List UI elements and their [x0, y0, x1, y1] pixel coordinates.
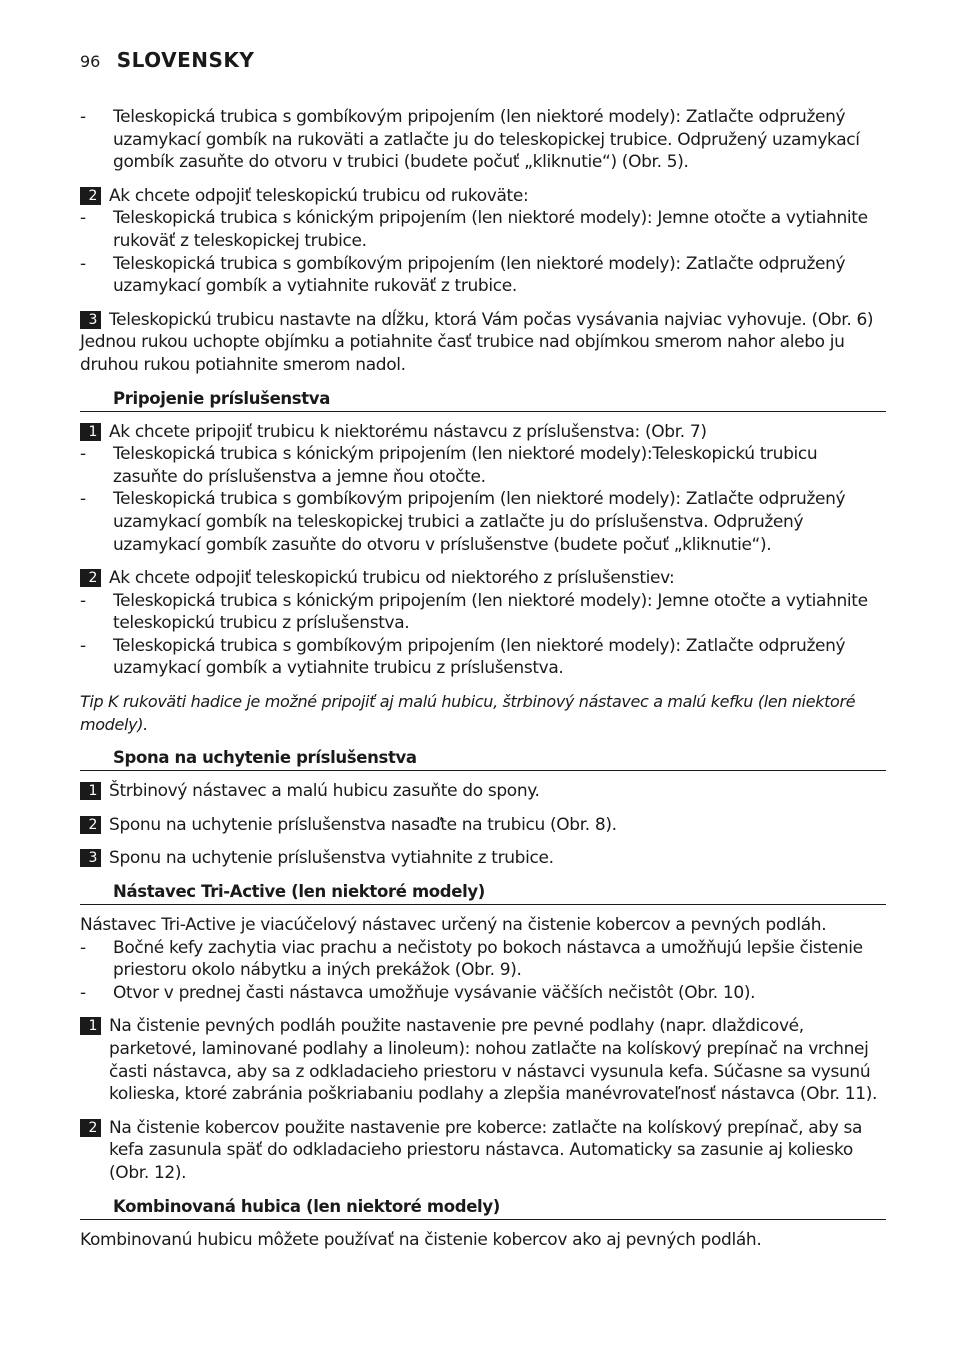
bullet-item: [80, 488, 886, 556]
section-heading: Spona na uchytenie príslušenstva: [80, 747, 886, 771]
step-item: [80, 1015, 886, 1105]
step-item: [80, 421, 886, 444]
paragraph: Nástavec Tri-Active je viacúčelový nástavec určený na čistenie kobercov a pevných podláh.: [80, 915, 827, 936]
paragraph: Jednou rukou uchopte objímku a potiahnite časť trubice nad objímkou smerom nahor alebo ju druhou rukou potiahnite smerom nadol.: [80, 332, 845, 375]
step-number-badge: 1: [80, 1017, 101, 1035]
step-number-badge: 1: [80, 782, 101, 800]
bullet-dash: -: [80, 635, 86, 656]
bullet-text: Teleskopická trubica s kónickým pripojením (len niektoré modely): Jemne otočte a vytiahnite teleskopickú trubicu z príslušenstva.: [113, 590, 868, 634]
bullet-dash: -: [80, 489, 86, 510]
bullet-item: [80, 253, 886, 298]
bullet-item: [80, 443, 886, 488]
step-text: Na čistenie pevných podláh použite nastavenie pre pevné podlahy (napr. dlaždicové, parketové, laminované podlahy a linoleum): nohou zatlačte na kolískový prepínač na vrchnej časti nástavca, aby sa z odkladacieho priestoru v nástavci vysunula kefa. Súčasne sa vysunú kolieska, ktoré zabránia poškriabaniu podlahy a zlepšia manévrovateľnosť nástavca (Obr. 11).: [109, 1016, 878, 1105]
section-heading: Kombinovaná hubica (len niektoré modely): [80, 1196, 886, 1220]
step-number-badge: 2: [80, 1119, 101, 1137]
bullet-dash: -: [80, 444, 86, 465]
bullet-dash: -: [80, 590, 86, 611]
step-text: Sponu na uchytenie príslušenstva nasaďte na trubicu (Obr. 8).: [109, 814, 617, 835]
bullet-dash: -: [80, 253, 86, 274]
page-header: [80, 48, 254, 72]
bullet-item: [80, 937, 886, 982]
page-content: [80, 106, 886, 1251]
bullet-text: Teleskopická trubica s gombíkovým pripojením (len niektoré modely): Zatlačte odpružený uzamykací gombík a vytiahnite rukoväť z trubice.: [113, 253, 846, 297]
page-number: 96: [80, 52, 101, 71]
step-text: Teleskopickú trubicu nastavte na dĺžku, ktorá Vám počas vysávania najviac vyhovuje. (Obr. 6): [109, 309, 874, 330]
bullet-dash: -: [80, 982, 86, 1003]
bullet-dash: -: [80, 937, 86, 958]
bullet-item: [80, 635, 886, 680]
bullet-text: Bočné kefy zachytia viac prachu a nečistoty po bokoch nástavca a umožňujú lepšie čistenie priestoru okolo nábytku a iných prekážok (Obr. 9).: [113, 937, 863, 981]
bullet-text: Teleskopická trubica s gombíkovým pripojením (len niektoré modely): Zatlačte odpružený uzamykací gombík a vytiahnite trubicu z príslušenstva.: [113, 635, 846, 679]
step-number-badge: 2: [80, 816, 101, 834]
step-item: [80, 847, 886, 870]
bullet-item: [80, 590, 886, 635]
bullet-text: Teleskopická trubica s kónickým pripojením (len niektoré modely):Teleskopickú trubicu zasuňte do príslušenstva a jemne ňou otočte.: [113, 444, 818, 487]
section-heading: Pripojenie príslušenstva: [80, 388, 886, 412]
bullet-dash: -: [80, 107, 86, 127]
step-text: Štrbinový nástavec a malú hubicu zasuňte do spony.: [109, 781, 540, 802]
step-number-badge: 3: [80, 849, 101, 867]
step-text: Sponu na uchytenie príslušenstva vytiahnite z trubice.: [109, 848, 554, 869]
step-number-badge: 2: [80, 187, 101, 205]
step-number-badge: 1: [80, 423, 101, 441]
step-text: Ak chcete odpojiť teleskopickú trubicu od rukoväte:: [109, 185, 529, 206]
bullet-item: [80, 982, 886, 1005]
bullet-dash: -: [80, 208, 86, 229]
section-heading: Nástavec Tri-Active (len niektoré modely): [80, 881, 886, 905]
step-item: [80, 185, 886, 208]
step-number-badge: 3: [80, 311, 101, 329]
step-item: [80, 814, 886, 837]
step-item: [80, 567, 886, 590]
step-item: [80, 1117, 886, 1185]
step-text: Na čistenie kobercov použite nastavenie pre koberce: zatlačte na kolískový prepínač, aby sa kefa zasunula späť do odkladacieho priestoru nástavca. Automaticky sa zasunie aj koliesko (Obr. 12).: [109, 1117, 863, 1183]
step-text: Ak chcete odpojiť teleskopickú trubicu od niektorého z príslušenstiev:: [109, 568, 675, 589]
step-number-badge: 2: [80, 569, 101, 587]
tip-note: Tip K rukoväti hadice je možné pripojiť aj malú hubicu, štrbinový nástavec a malú kefku (len niektoré modely).: [80, 692, 856, 734]
bullet-text: Teleskopická trubica s gombíkovým pripojením (len niektoré modely): Zatlačte odpružený uzamykací gombík na teleskopickej trubici a zatlačte ju do príslušenstva. Odpružený uzamykací gombík zasuňte do otvoru v príslušenstve (budete počuť „kliknutie“).: [113, 489, 846, 555]
language-heading: SLOVENSKY: [116, 48, 255, 72]
step-item: [80, 780, 886, 803]
bullet-item: [80, 106, 886, 174]
bullet-item: [80, 207, 886, 252]
paragraph: Kombinovanú hubicu môžete používať na čistenie kobercov ako aj pevných podláh.: [80, 1229, 762, 1250]
bullet-text: Otvor v prednej časti nástavca umožňuje vysávanie väčších nečistôt (Obr. 10).: [113, 982, 756, 1003]
step-item: [80, 309, 886, 332]
step-text: Ak chcete pripojiť trubicu k niektorému nástavcu z príslušenstva: (Obr. 7): [109, 421, 707, 442]
bullet-text: Teleskopická trubica s gombíkovým pripojením (len niektoré modely): Zatlačte odpružený uzamykací gombík na rukoväti a zatlačte ju do teleskopickej trubice. Odpružený uzamykací gombík zasuňte do otvoru v trubici (budete počuť „kliknutie“) (Obr. 5).: [113, 107, 860, 173]
bullet-text: Teleskopická trubica s kónickým pripojením (len niektoré modely): Jemne otočte a vytiahnite rukoväť z teleskopickej trubice.: [113, 208, 868, 251]
